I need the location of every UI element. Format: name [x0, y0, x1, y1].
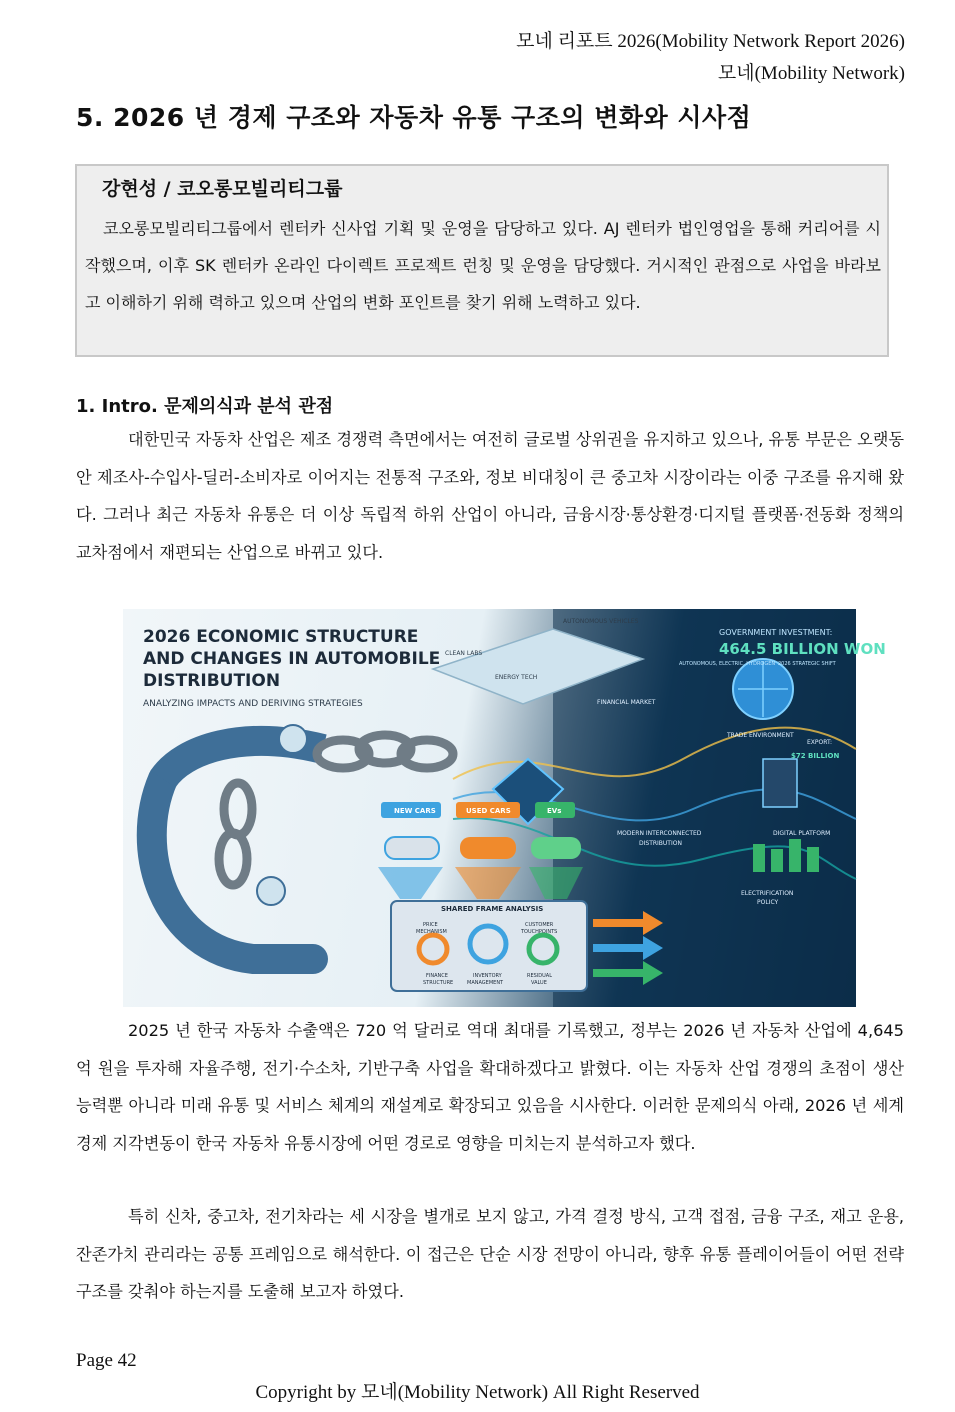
used-cars-label: USED CARS [466, 807, 511, 815]
subheading: 1. Intro. 문제의식과 분석 관점 [76, 396, 334, 417]
gov-investment-sub: AUTONOMOUS, ELECTRIC, HYDROGEN [679, 661, 776, 667]
funnel [378, 867, 443, 899]
price-label: PRICE [423, 922, 438, 928]
infographic-figure [123, 609, 886, 1007]
road [152, 779, 313, 959]
customer-label: TOUCHPOINTS [521, 929, 558, 935]
new-cars-label: NEW CARS [394, 807, 436, 815]
server-icon [763, 759, 797, 807]
report-header-publisher: 모네(Mobility Network) [717, 63, 905, 84]
body-paragraph: 대한민국 자동차 산업은 제조 경쟁력 측면에서는 여전히 글로벌 상위권을 유지하고 있으나, 유통 부문은 오랫동안 제조사-수입사-딜러-소비자로 이어지는 전통적 구조와, 정보 비대칭이 큰 중고차 시장이라는 이중 구조를 유지해 왔다. 그러나 최근 자동차 유통은 더 이상 독립적 하위 산업이 아니라, 금융시장·통상환경·디지털 플랫폼·전동화 정책의 교차점에서 재편되는 산업으로 바뀌고 있다. [76, 430, 904, 562]
autonomous-label: AUTONOMOUS VEHICLES [563, 618, 639, 625]
author-box [75, 164, 889, 357]
modern-distribution-label: DISTRIBUTION [639, 840, 682, 847]
avatar [279, 725, 307, 753]
evs-label: EVs [547, 807, 562, 815]
figure-title: 2026 ECONOMIC STRUCTURE [143, 627, 419, 647]
avatar [257, 877, 285, 905]
price-label: MECHANISM [416, 929, 447, 935]
copyright-notice: Copyright by 모네(Mobility Network) All Right Reserved [255, 1382, 700, 1403]
author-bio: 코오롱모빌리티그룹에서 렌터카 신사업 기획 및 운영을 담당하고 있다. AJ 렌터카 법인영업을 통해 커리어를 시작했으며, 이후 SK 렌터카 온라인 다이렉트 프로젝트 런칭 및 운영을 담당했다. 거시적인 관점으로 사업을 바라보고 이해하기 위해 력하고 있으며 산업의 변화 포인트를 찾기 위해 노력하고 있다. [85, 219, 881, 312]
figure-title: AND CHANGES IN AUTOMOBILE [143, 649, 441, 669]
inventory-label: MANAGEMENT [467, 980, 504, 986]
trade-environment-label: TRADE ENVIRONMENT [727, 732, 794, 739]
customer-label: CUSTOMER [525, 922, 554, 928]
section-title: 5. 2026 년 경제 구조와 자동차 유통 구조의 변화와 시사점 [76, 103, 752, 132]
finance-label: STRUCTURE [423, 980, 454, 986]
finance-label: FINANCE [426, 973, 448, 979]
export-label: EXPORT: [807, 739, 833, 746]
figure-title: DISTRIBUTION [143, 671, 281, 691]
electrification-label: POLICY [757, 899, 779, 906]
residual-label: VALUE [531, 980, 547, 986]
author-name: 강현성 / 코오롱모빌리티그룹 [102, 178, 343, 200]
energy-tech-label: ENERGY TECH [495, 674, 538, 681]
new-car-icon [385, 837, 439, 859]
modern-distribution-label: MODERN INTERCONNECTED [617, 830, 702, 837]
used-car-icon [460, 837, 516, 859]
ev-car-icon [531, 837, 581, 859]
electrification-label: ELECTRIFICATION [741, 890, 794, 897]
infographic-illustration [123, 609, 886, 1007]
page-number: Page 42 [76, 1350, 137, 1371]
shared-frame-label: SHARED FRAME ANALYSIS [441, 905, 544, 913]
figure-subtitle: ANALYZING IMPACTS AND DERIVING STRATEGIES [143, 699, 363, 709]
digital-platform-label: DIGITAL PLATFORM [773, 830, 831, 837]
gov-investment-label: GOVERNMENT INVESTMENT: [719, 628, 833, 637]
gov-investment-sub: 2026 STRATEGIC SHIFT [778, 661, 836, 667]
gov-investment-value: 464.5 BILLION WON [719, 640, 886, 658]
inventory-label: INVENTORY [473, 973, 502, 979]
export-value: $72 BILLION [791, 752, 840, 760]
body-paragraph: 2025 년 한국 자동차 수출액은 720 억 달러로 역대 최대를 기록했고, 정부는 2026 년 자동차 산업에 4,645 억 원을 투자해 자율주행, 전기·수소차, 기반구축 사업을 확대하겠다고 밝혔다. 이는 자동차 산업 경쟁의 초점이 생산 능력뿐 아니라 미래 유통 및 서비스 체계의 재설계로 확장되고 있음을 시사한다. 이러한 문제의식 아래, 2026 년 세계경제 지각변동이 한국 자동차 유통시장에 어떤 경로로 영향을 미치는지 분석하고자 했다. [76, 1021, 904, 1153]
report-header-title: 모네 리포트 2026(Mobility Network Report 2026) [516, 31, 905, 52]
body-paragraph: 특히 신차, 중고차, 전기차라는 세 시장을 별개로 보지 않고, 가격 결정 방식, 고객 접점, 금융 구조, 재고 운용, 잔존가치 관리라는 공통 프레임으로 해석한다. 이 접근은 단순 시장 전망이 아니라, 향후 유통 플레이어들이 어떤 전략 구조를 갖춰야 하는지를 도출해 보고자 하였다. [76, 1207, 904, 1301]
clean-labs-label: CLEAN LABS [445, 650, 483, 657]
residual-label: RESIDUAL [527, 973, 552, 979]
funnel [455, 867, 521, 899]
financial-market-label: FINANCIAL MARKET [597, 699, 656, 706]
